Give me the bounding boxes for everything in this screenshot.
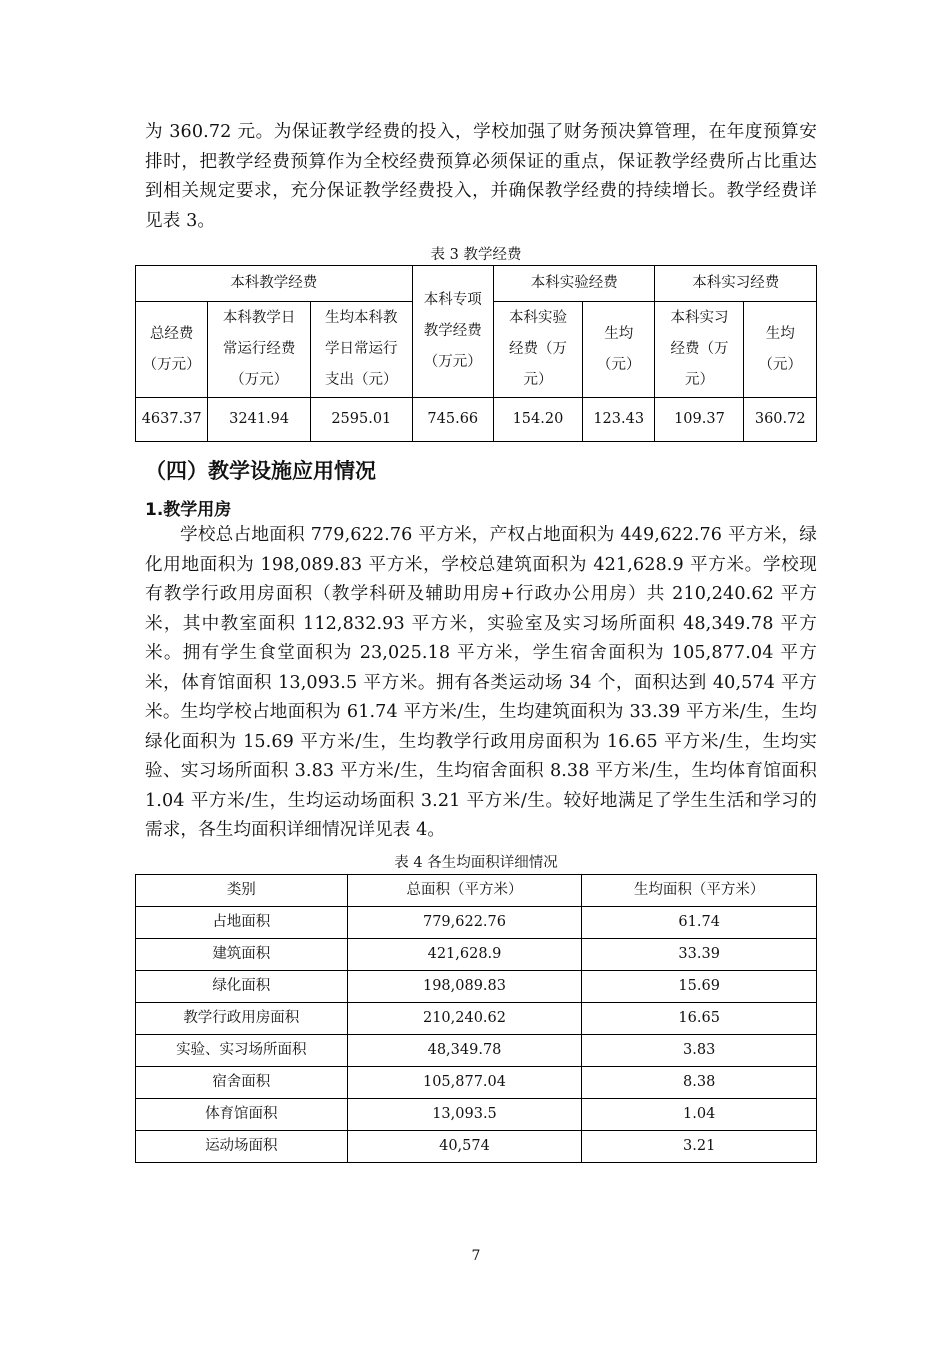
t4-category: 实验、实习场所面积	[136, 1035, 348, 1067]
t4-per-student: 33.39	[582, 939, 817, 971]
t4-category: 建筑面积	[136, 939, 348, 971]
t4-category: 体育馆面积	[136, 1099, 348, 1131]
section-heading: （四）教学设施应用情况	[145, 459, 376, 483]
t4-per-student: 1.04	[582, 1099, 817, 1131]
t4-total: 48,349.78	[347, 1035, 582, 1067]
t3-col-intern-per: 生均（元）	[744, 302, 817, 398]
table-row	[136, 971, 817, 1003]
subsection-heading: 1.教学用房	[145, 500, 232, 520]
table-row	[136, 1003, 817, 1035]
t4-total: 210,240.62	[347, 1003, 582, 1035]
t4-header: 生均面积（平方米）	[582, 875, 817, 907]
t3-value: 123.43	[582, 398, 655, 442]
table3-teaching-funds	[135, 265, 817, 442]
t4-total: 40,574	[347, 1131, 582, 1163]
t3-col-daily: 本科教学日常运行经费（万元）	[208, 302, 311, 398]
t4-per-student: 16.65	[582, 1003, 817, 1035]
table-row	[136, 1035, 817, 1067]
t4-total: 779,622.76	[347, 907, 582, 939]
t4-header: 类别	[136, 875, 348, 907]
t3-group-undergrad: 本科教学经费	[136, 266, 413, 302]
table3-caption: 表 3 教学经费	[430, 247, 522, 263]
t3-col-intern-amount: 本科实习经费（万元）	[655, 302, 744, 398]
table-row	[136, 907, 817, 939]
t3-col-total: 总经费（万元）	[136, 302, 208, 398]
t4-total: 105,877.04	[347, 1067, 582, 1099]
table-row	[136, 1099, 817, 1131]
t4-per-student: 61.74	[582, 907, 817, 939]
t4-category: 教学行政用房面积	[136, 1003, 348, 1035]
t4-total: 13,093.5	[347, 1099, 582, 1131]
table4-caption: 表 4 各生均面积详细情况	[394, 855, 558, 871]
t3-value: 109.37	[655, 398, 744, 442]
t3-group-lab: 本科实验经费	[493, 266, 655, 302]
body-paragraph: 学校总占地面积 779,622.76 平方米，产权占地面积为 449,622.76 平方米，绿化用地面积为 198,089.83 平方米，学校总建筑面积为 421,628.9 平方米。学校现有教学行政用房面积（教学科研及辅助用房+行政办公用房）共 210,240.62 平方米，其中教室面积 112,832.93 平方米，实验室及实习场所面积 48,349.78 平方米。拥有学生食堂面积为 23,025.18 平方米，学生宿舍面积为 105,877.04 平方米，体育馆面积 13,093.5 平方米。拥有各类运动场 34 个，面积达到 40,574 平方米。生均学校占地面积为 61.74 平方米/生，生均建筑面积为 33.39 平方米/生，生均绿化面积为 15.69 平方米/生，生均教学行政用房面积为 16.65 平方米/生，生均实验、实习场所面积 3.83 平方米/生，生均宿舍面积 8.38 平方米/生，生均体育馆面积 1.04 平方米/生，生均运动场面积 3.21 平方米/生。较好地满足了学生生活和学习的需求，各生均面积详细情况详见表 4。	[145, 525, 817, 840]
page-number: 7	[471, 1248, 481, 1264]
t4-category: 绿化面积	[136, 971, 348, 1003]
table4-area-per-student	[135, 874, 817, 1163]
table-row	[136, 1067, 817, 1099]
t3-col-lab-amount: 本科实验经费（万元）	[493, 302, 582, 398]
t4-header: 总面积（平方米）	[347, 875, 582, 907]
t3-value: 2595.01	[310, 398, 412, 442]
t4-per-student: 3.21	[582, 1131, 817, 1163]
table-row	[136, 939, 817, 971]
t4-total: 198,089.83	[347, 971, 582, 1003]
t3-value: 4637.37	[136, 398, 208, 442]
t4-per-student: 8.38	[582, 1067, 817, 1099]
t4-category: 宿舍面积	[136, 1067, 348, 1099]
t3-value: 745.66	[412, 398, 493, 442]
t3-group-intern: 本科实习经费	[655, 266, 817, 302]
t4-category: 运动场面积	[136, 1131, 348, 1163]
t4-total: 421,628.9	[347, 939, 582, 971]
t3-col-per-daily: 生均本科教学日常运行支出（元）	[310, 302, 412, 398]
intro-paragraph: 为 360.72 元。为保证教学经费的投入，学校加强了财务预决算管理，在年度预算安排时，把教学经费预算作为全校经费预算必须保证的重点，保证教学经费所占比重达到相关规定要求，充分保证教学经费投入，并确保教学经费的持续增长。教学经费详见表 3。	[145, 122, 817, 231]
table-row	[136, 1131, 817, 1163]
t3-col-lab-per: 生均（元）	[582, 302, 655, 398]
t3-group-special: 本科专项教学经费（万元）	[412, 266, 493, 398]
t4-category: 占地面积	[136, 907, 348, 939]
t4-per-student: 3.83	[582, 1035, 817, 1067]
t3-value: 360.72	[744, 398, 817, 442]
t3-value: 3241.94	[208, 398, 311, 442]
t4-per-student: 15.69	[582, 971, 817, 1003]
t3-value: 154.20	[493, 398, 582, 442]
